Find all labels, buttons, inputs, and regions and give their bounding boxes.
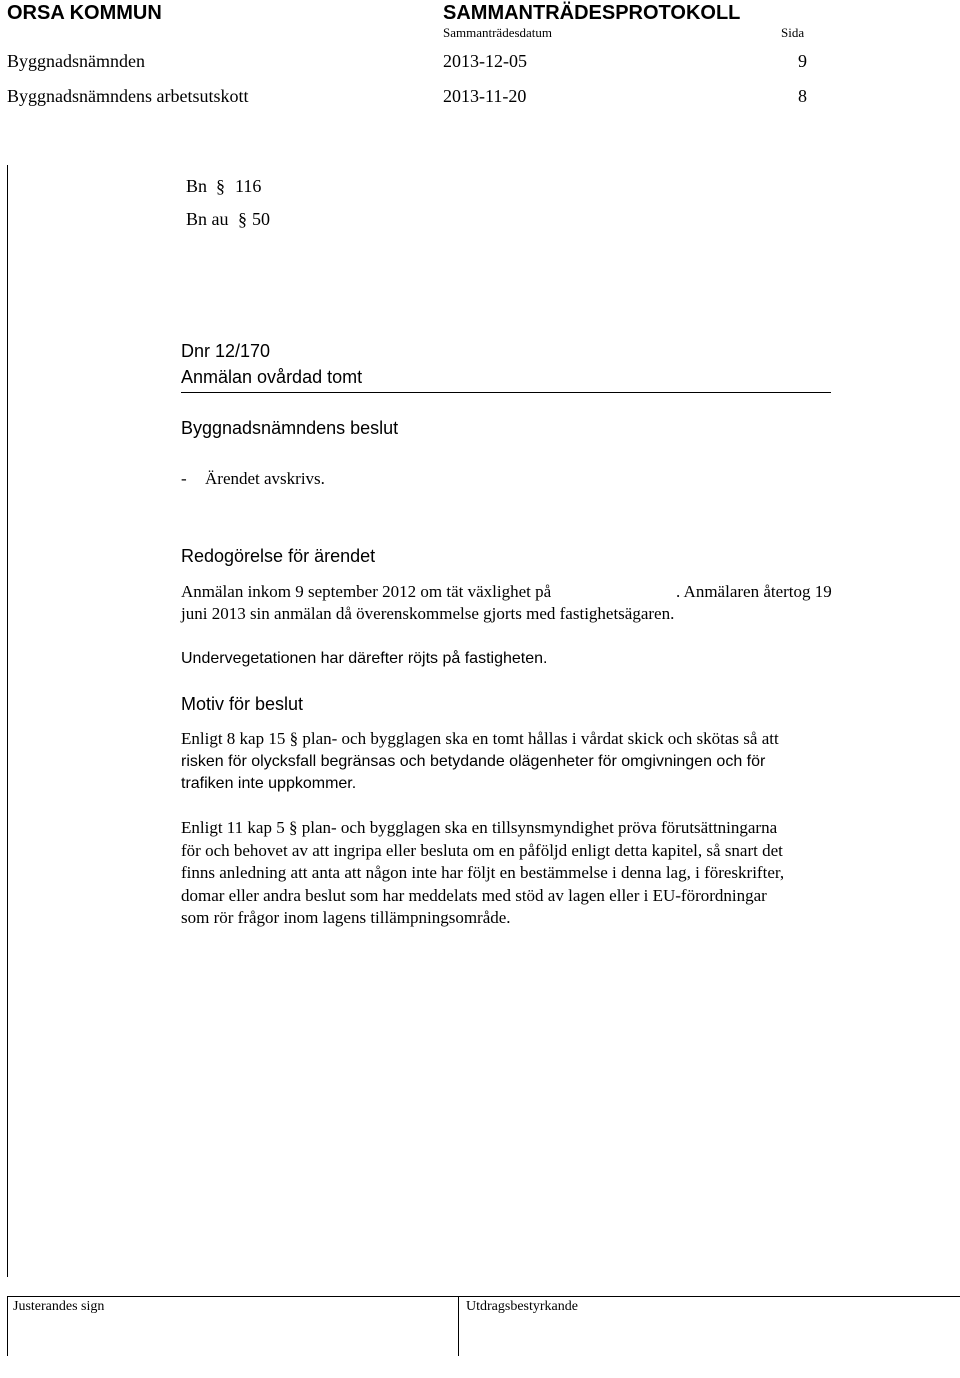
org-name: ORSA KOMMUN — [7, 2, 162, 24]
motive-heading: Motiv för beslut — [181, 694, 304, 714]
footer-rule — [7, 1296, 960, 1297]
text-line: Enligt 11 kap 5 § plan- och bygglagen ska en tillsynsmyndighet pröva förutsättningarna — [181, 818, 778, 837]
footer-divider-left — [7, 1296, 8, 1356]
footer-divider-middle — [458, 1296, 459, 1356]
column-label-date: Sammanträdesdatum — [443, 25, 553, 40]
body-name: Byggnadsnämnden — [7, 51, 145, 71]
decision-text: Ärendet avskrivs. — [205, 469, 325, 488]
section-sign: § — [238, 209, 247, 229]
body-name: Byggnadsnämndens arbetsutskott — [7, 86, 249, 106]
text-line: domar eller andra beslut som har meddelats med stöd av lagen eller i EU-förordningar — [181, 885, 767, 905]
decision-heading: Byggnadsnämndens beslut — [181, 418, 399, 438]
meeting-date: 2013-11-20 — [443, 86, 527, 106]
text-line: trafiken inte uppkommer. — [181, 775, 357, 792]
meeting-date: 2013-12-05 — [443, 51, 527, 71]
report-line-1b: . Anmälaren återtog 19 — [676, 582, 832, 601]
page-number: 8 — [798, 86, 807, 106]
motive-paragraph-1 — [181, 728, 881, 796]
report-line-3: Undervegetationen har därefter röjts på fastigheten. — [181, 650, 548, 667]
text-line: som rör frågor inom lagens tillämpningsområde. — [181, 908, 511, 927]
case-title-rule — [181, 392, 831, 393]
column-label-page: Sida — [781, 25, 805, 40]
case-number: Dnr 12/170 — [181, 341, 271, 361]
bullet-dash: - — [181, 469, 187, 488]
document-type: SAMMANTRÄDESPROTOKOLL — [443, 2, 741, 24]
text-line: risken för olycksfall begränsas och betydande olägenheter för omgivningen och för — [181, 752, 766, 770]
text-line: för och behovet av att ingripa eller besluta om en påföljd enligt detta kapitel, så snart det — [181, 840, 783, 860]
section-sign: § — [216, 176, 225, 196]
page-number: 9 — [798, 51, 807, 71]
report-line-1a: Anmälan inkom 9 september 2012 om tät växlighet på — [181, 582, 552, 601]
signature-label: Justerandes sign — [13, 1299, 105, 1314]
case-title: Anmälan ovårdad tomt — [181, 367, 363, 387]
extract-certification-label: Utdragsbestyrkande — [466, 1299, 578, 1314]
text-line: Enligt 8 kap 15 § plan- och bygglagen ska en tomt hållas i vårdat skick och skötas så att — [181, 729, 779, 748]
motive-paragraph-2 — [181, 817, 881, 930]
margin-rule — [7, 165, 8, 1277]
report-heading: Redogörelse för ärendet — [181, 546, 376, 566]
text-line: finns anledning att anta att någon inte har följt en bestämmelse i denna lag, i föreskrifter, — [181, 863, 785, 882]
report-line-2: juni 2013 sin anmälan då överenskommelse gjorts med fastighetsägaren. — [181, 604, 675, 623]
